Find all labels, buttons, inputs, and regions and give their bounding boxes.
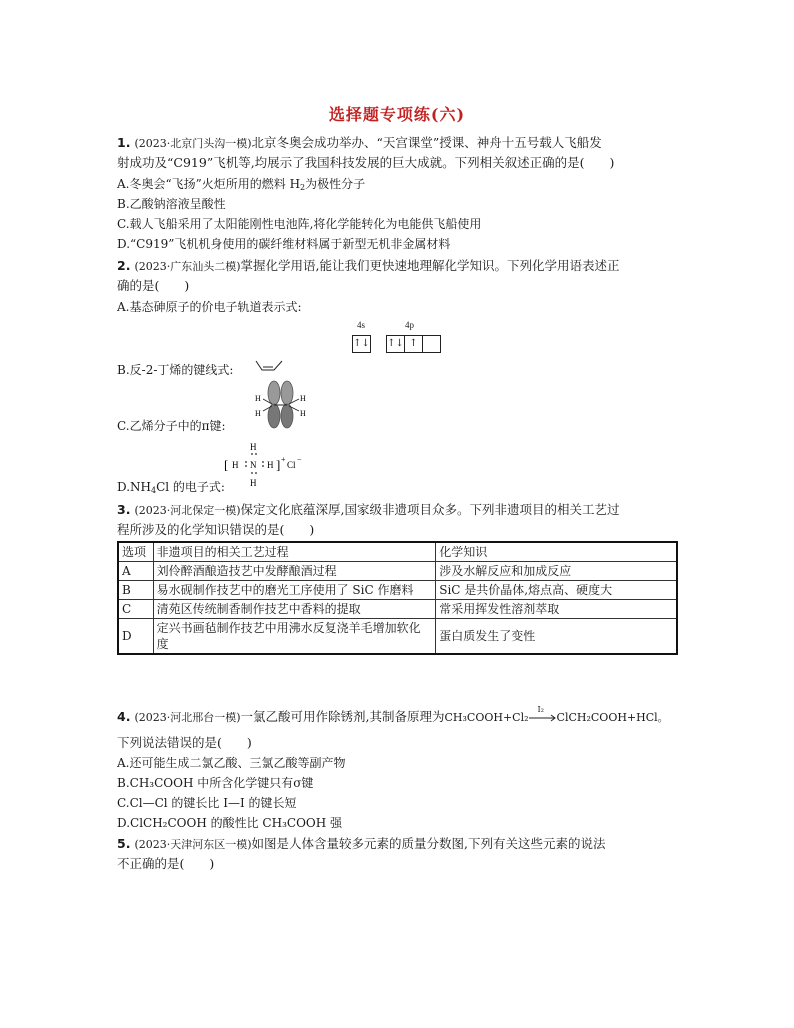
q2-source: (2023·广东汕头二模): [134, 260, 241, 273]
svg-text:H: H: [250, 442, 257, 452]
q1-option-a-text2: 为极性分子: [305, 177, 366, 191]
q2-stem-1: 掌握化学用语,能让我们更快速地理解化学知识。下列化学用语表述正: [240, 258, 620, 273]
arrow-right-icon: [529, 714, 557, 722]
q2-option-a: A.基态砷原子的价电子轨道表示式:: [117, 300, 302, 314]
ethene-h-2: H: [255, 409, 261, 418]
q3-header-knowledge: 化学知识: [436, 542, 677, 562]
q2-option-d-sub: 4: [150, 486, 157, 495]
q3-table-header-row: [118, 542, 677, 562]
q3-row-d-option: D: [118, 619, 153, 655]
q5-number: 5.: [117, 836, 131, 851]
q1-number: 1.: [117, 135, 131, 150]
orbital-4s-cell: ↑↓: [353, 338, 370, 349]
q1-option-a-sub: 2: [300, 183, 306, 192]
q4-catalyst: I₂: [537, 704, 544, 714]
table-row: [118, 619, 677, 655]
q3-row-a-option: A: [118, 562, 153, 581]
q5-stem-1: 如图是人体含量较多元素的质量分数图,下列有关这些元素的说法: [251, 836, 606, 851]
q3-stem-2: 程所涉及的化学知识错误的是( ): [117, 522, 315, 537]
q3-row-b-knowledge: SiC 是共价晶体,熔点高、硬度大: [436, 581, 677, 600]
orbital-4p-cell-1: ↑↓: [387, 336, 405, 352]
q3-row-d-process: 定兴书画毡制作技艺中用沸水反复浇羊毛增加软化度: [153, 619, 436, 655]
q3-row-a-knowledge: 涉及水解反应和加成反应: [436, 562, 677, 581]
orbital-4p-cell-2: ↑: [405, 336, 423, 352]
svg-text:N: N: [250, 460, 257, 470]
q2-option-b: B.反-2-丁烯的键线式:: [117, 363, 234, 377]
svg-text:]: ]: [276, 457, 281, 472]
q4-number: 4.: [117, 709, 131, 724]
table-row: [118, 600, 677, 619]
q2-option-d: [117, 479, 225, 499]
orbital-4p-cell-3: [423, 336, 440, 352]
q5-stem-2: 不正确的是( ): [117, 856, 215, 871]
trans-2-butene-skeletal-icon: [254, 358, 286, 374]
q5-line1: [117, 836, 606, 853]
q3-table: [117, 541, 678, 655]
ethene-h-1: H: [255, 394, 261, 403]
q4-stem-2: 下列说法错误的是( ): [117, 735, 252, 750]
q3-row-c-knowledge: 常采用挥发性溶剂萃取: [436, 600, 677, 619]
q1-source: (2023·北京门头沟一模): [134, 137, 252, 150]
q2-line1: [117, 258, 620, 275]
q3-header-process: 非遗项目的相关工艺过程: [153, 542, 436, 562]
q1-option-a: [117, 176, 365, 196]
q4-reaction-arrow: [529, 704, 557, 724]
q3-number: 3.: [117, 502, 131, 517]
ethene-h-3: H: [300, 394, 306, 403]
q4-equation-right: ClCH₂COOH+HCl。: [556, 711, 669, 724]
table-row: [118, 581, 677, 600]
svg-text:+: +: [281, 455, 286, 464]
orbital-4s-box: [352, 335, 371, 353]
q4-source: (2023·河北邢台一模): [134, 711, 241, 724]
q1-option-c: C.载人飞船采用了太阳能刚性电池阵,将化学能转化为电能供飞船使用: [117, 217, 482, 231]
ammonium-chloride-electron-dot-icon: [222, 440, 304, 488]
ethene-pi-bond-icon: [254, 380, 308, 430]
q4-option-c: C.Cl—Cl 的键长比 I—I 的键长短: [117, 796, 297, 810]
q4-option-b: B.CH₃COOH 中所含化学键只有σ键: [117, 776, 314, 790]
q2-number: 2.: [117, 258, 131, 273]
q1-stem-1: 北京冬奥会成功举办、“天宫课堂”授课、神舟十五号载人飞船发: [251, 135, 602, 150]
svg-text:H: H: [267, 460, 274, 470]
q3-line1: [117, 502, 620, 519]
q2-option-d-text2: Cl 的电子式:: [156, 480, 225, 494]
q2-option-d-text: D.NH: [117, 480, 151, 494]
q4-line1: [117, 704, 669, 726]
q4-option-d: D.ClCH₂COOH 的酸性比 CH₃COOH 强: [117, 816, 343, 830]
orbital-4s-label: 4s: [357, 320, 366, 330]
q3-row-b-process: 易水砚制作技艺中的磨光工序使用了 SiC 作磨料: [153, 581, 436, 600]
q3-row-a-process: 刘伶醉酒酿造技艺中发酵酿酒过程: [153, 562, 436, 581]
q4-option-a: A.还可能生成二氯乙酸、三氯乙酸等副产物: [117, 756, 346, 770]
q1-stem-2: 射成功及“C919”飞机等,均展示了我国科技发展的巨大成就。下列相关叙述正确的是( ): [117, 155, 615, 170]
q2-option-c: C.乙烯分子中的π键:: [117, 419, 226, 433]
q3-row-b-option: B: [118, 581, 153, 600]
orbital-4p-box: [386, 335, 441, 353]
q2-stem-2: 确的是( ): [117, 278, 190, 293]
ethene-h-4: H: [300, 409, 306, 418]
page-title: 选择题专项练(六): [328, 105, 466, 124]
table-row: [118, 562, 677, 581]
q3-stem-1: 保定文化底蕴深厚,国家级非遗项目众多。下列非遗项目的相关工艺过: [240, 502, 620, 517]
q3-row-d-knowledge: 蛋白质发生了变性: [436, 619, 677, 655]
svg-text:H: H: [232, 460, 239, 470]
q3-source: (2023·河北保定一模): [134, 504, 241, 517]
svg-text:−: −: [297, 455, 302, 464]
q4-stem-1: 一氯乙酸可用作除锈剂,其制备原理为: [240, 709, 445, 724]
svg-text:[: [: [224, 457, 229, 472]
q1-option-b: B.乙酸钠溶液呈酸性: [117, 197, 226, 211]
q1-line1: [117, 135, 602, 152]
q5-source: (2023·天津河东区一模): [134, 838, 252, 851]
q1-option-d: D.“C919”飞机机身使用的碳纤维材料属于新型无机非金属材料: [117, 237, 451, 251]
q4-equation-left: CH₃COOH+Cl₂: [444, 711, 529, 724]
q3-row-c-process: 清苑区传统制香制作技艺中香料的提取: [153, 600, 436, 619]
q3-row-c-option: C: [118, 600, 153, 619]
svg-text:H: H: [250, 478, 257, 488]
svg-text:Cl: Cl: [287, 460, 296, 470]
q3-header-option: 选项: [118, 542, 153, 562]
q1-option-a-text: A.冬奥会“飞扬”火炬所用的燃料 H: [117, 177, 301, 191]
orbital-4p-label: 4p: [405, 320, 414, 330]
